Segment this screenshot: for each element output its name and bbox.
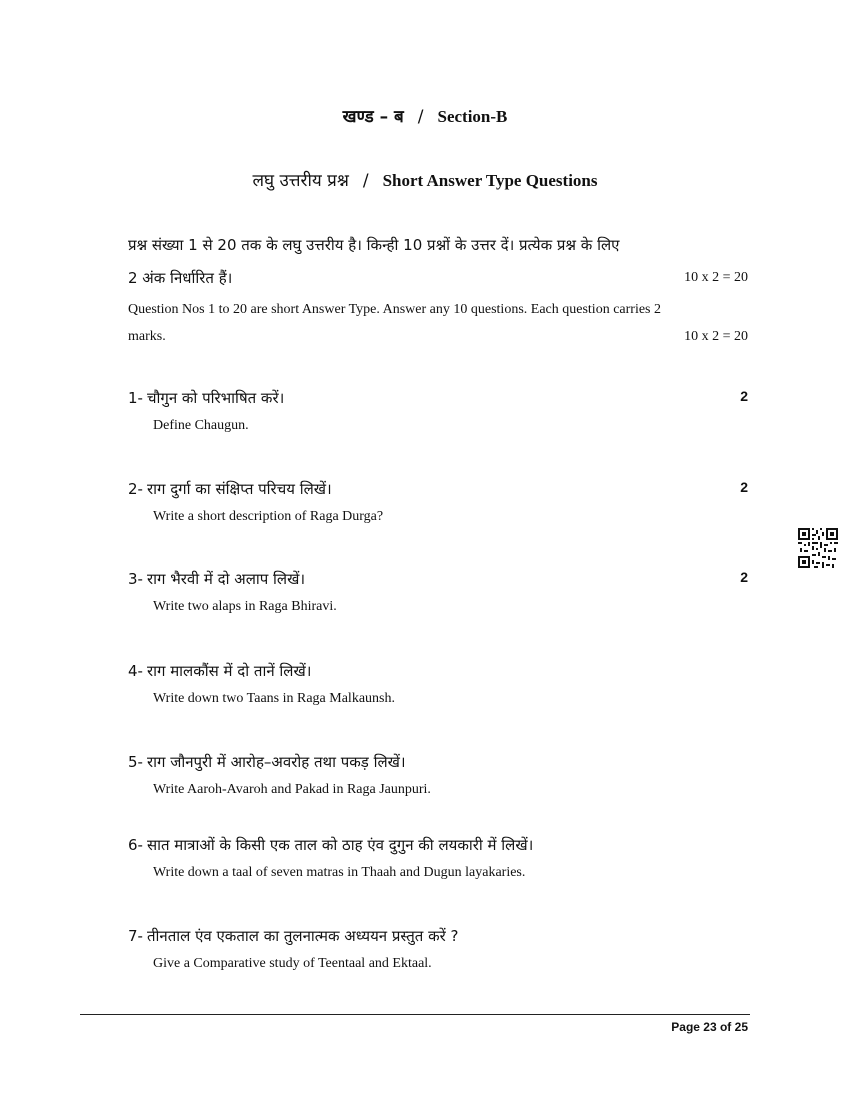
question-text-english: Give a Comparative study of Teentaal and Ektaal. bbox=[153, 956, 432, 971]
section-title-english: Section-B bbox=[437, 107, 508, 126]
subsection-title-hindi: लघु उत्तरीय प्रश्न bbox=[252, 171, 349, 191]
section-heading bbox=[0, 104, 850, 127]
subsection-title-english: Short Answer Type Questions bbox=[382, 171, 598, 190]
question-item bbox=[128, 569, 748, 615]
question-marks: 2 bbox=[740, 569, 748, 585]
question-item bbox=[128, 661, 748, 707]
question-text-hindi: राग भैरवी में दो अलाप लिखें। bbox=[146, 570, 306, 588]
page-number: Page 23 of 25 bbox=[671, 1020, 748, 1034]
instructions-hindi-line1: प्रश्न संख्या 1 से 20 तक के लघु उत्तरीय है। किन्ही 10 प्रश्नों के उत्तर दें। प्रत्येक प्रश्न के लिए bbox=[128, 236, 620, 254]
question-number: 5- bbox=[128, 753, 143, 771]
subsection-heading bbox=[0, 168, 850, 191]
question-text-english: Write down two Taans in Raga Malkaunsh. bbox=[153, 691, 395, 706]
question-text-hindi: राग जौनपुरी में आरोह–अवरोह तथा पकड़ लिखें। bbox=[146, 753, 406, 771]
question-text-hindi: चौगुन को परिभाषित करें। bbox=[146, 389, 285, 407]
question-number: 6- bbox=[128, 836, 143, 854]
divider-slash: / bbox=[362, 171, 369, 191]
question-text-english: Write a short description of Raga Durga? bbox=[153, 509, 384, 524]
question-item bbox=[128, 752, 748, 798]
instructions-hindi-marks: 10 x 2 = 20 bbox=[684, 270, 748, 285]
question-text-english: Write two alaps in Raga Bhiravi. bbox=[153, 599, 337, 614]
section-title-hindi: खण्ड – ब bbox=[342, 107, 404, 127]
question-text-english: Write Aaroh-Avaroh and Pakad in Raga Jaunpuri. bbox=[153, 782, 431, 797]
instructions-hindi-line2: 2 अंक निर्धारित हैं। bbox=[128, 269, 233, 287]
question-number: 1- bbox=[128, 389, 143, 407]
question-marks: 2 bbox=[740, 388, 748, 404]
question-text-hindi: तीनताल एंव एकताल का तुलनात्मक अध्ययन प्रस्तुत करें ? bbox=[146, 927, 459, 945]
question-item bbox=[128, 479, 748, 525]
question-marks: 2 bbox=[740, 479, 748, 495]
question-number: 4- bbox=[128, 662, 143, 680]
instructions-english-line2: marks. bbox=[128, 329, 166, 344]
question-item bbox=[128, 388, 748, 434]
question-number: 7- bbox=[128, 927, 143, 945]
instructions-english-line1: Question Nos 1 to 20 are short Answer Type. Answer any 10 questions. Each question carries 2 bbox=[128, 302, 661, 317]
question-text-english: Write down a taal of seven matras in Thaah and Dugun layakaries. bbox=[153, 865, 526, 880]
question-item bbox=[128, 926, 748, 972]
question-text-hindi: राग दुर्गा का संक्षिप्त परिचय लिखें। bbox=[146, 480, 332, 498]
instructions-english-marks: 10 x 2 = 20 bbox=[684, 329, 748, 344]
question-text-hindi: सात मात्राओं के किसी एक ताल को ठाह एंव दुगुन की लयकारी में लिखें। bbox=[146, 836, 534, 854]
question-number: 2- bbox=[128, 480, 143, 498]
question-text-hindi: राग मालकौंस में दो तानें लिखें। bbox=[146, 662, 312, 680]
footer-divider bbox=[80, 1014, 750, 1015]
divider-slash: / bbox=[417, 107, 424, 127]
question-item bbox=[128, 835, 748, 881]
question-number: 3- bbox=[128, 570, 143, 588]
question-text-english: Define Chaugun. bbox=[153, 418, 249, 433]
qr-code-icon bbox=[798, 528, 838, 568]
